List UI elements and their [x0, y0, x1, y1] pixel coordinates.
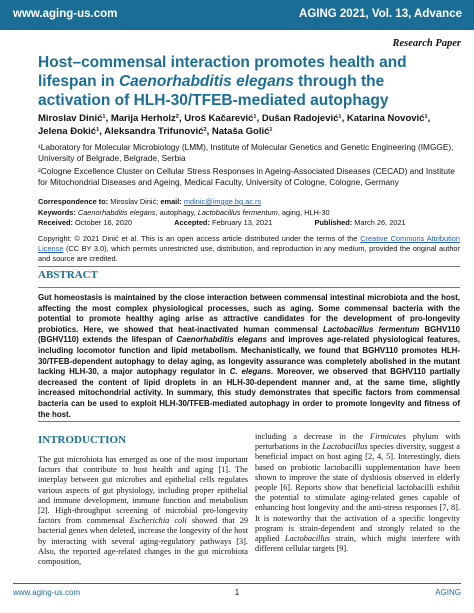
affiliation-2: ²Cologne Excellence Cluster on Cellular Stress Responses in Ageing-Associated Diseases (CECAD) and Institute for Mitochondrial Diseases and Ageing, Medical Faculty, University of Cologne, Cologne, Germany	[38, 166, 455, 187]
footer-journal: AGING	[435, 588, 461, 597]
divider	[38, 266, 460, 267]
divider	[38, 421, 460, 422]
divider	[38, 287, 460, 288]
keywords-line: Keywords: Caenorhabditis elegans, autophagy, Lactobacillus fermentum, aging, HLH-30	[38, 207, 330, 217]
page-number: 1	[234, 588, 240, 597]
email-link[interactable]: mdinic@imgge.bg.ac.rs	[183, 197, 262, 206]
paper-title: Host–commensal interaction promotes health and lifespan in Caenorhabditis elegans through the activation of HLH-30/TFEB-mediated autophagy	[38, 54, 407, 109]
footer-site[interactable]: www.aging-us.com	[13, 588, 81, 597]
copyright-notice: Copyright: © 2021 Dinić et al. This is an open access article distributed under the terms of the Creative Commons Attribution License (CC BY 3.0), which permits unrestricted use, distribution, and reproduction in any medium, provided the original author and source are credited.	[38, 234, 460, 263]
journal-header-bar	[0, 0, 474, 30]
journal-site[interactable]: www.aging-us.com	[13, 8, 118, 20]
article-meta	[38, 197, 458, 229]
paper-type: Research Paper	[392, 38, 461, 49]
intro-column-1: The gut microbiota has emerged as one of the most important factors that contribute to host health and aging [1]. The interplay between gut microbes and epithelial cells regulates various aspects of gut physiology, including proper epithelial and immune development, immune function and metabolism [2]. High-throughput screening of microbial pro-longevity factors from commensal Escherichia coli showed that 29 bacterial genes when deleted, increase the longevity of the host by interacting with several aging-regulatory pathways [3]. Also, the reported age-related changes in the gut microbiota composition,	[38, 455, 248, 567]
dates-line: Received: October 16, 2020 Accepted: February 13, 2021 Published: March 26, 2021	[38, 218, 406, 227]
journal-issue: AGING 2021, Vol. 13, Advance	[299, 8, 462, 20]
abstract-heading: ABSTRACT	[38, 269, 98, 281]
author-list: Miroslav Dinić¹, Marija Herholz², Uroš Kačarević¹, Dušan Radojević¹, Katarina Novović¹, Jelena Đokić¹, Aleksandra Trifunović², Nataša Golić¹	[38, 113, 431, 137]
license-link[interactable]: Creative Commons Attribution License	[38, 234, 460, 253]
abstract-text: Gut homeostasis is maintained by the close interaction between commensal intestinal microbiota and the host, affecting the most complex physiological processes, such as aging. Some commensal bacteria with the potential to promote healthy aging arise as attractive candidates for the development of pro-longevity probiotics. Here, we showed that heat-inactivated human commensal Lactobacillus fermentum BGHV110 (BGHV110) extends the lifespan of Caenorhabditis elegans and improves age-related physiological features, including locomotor function and lipid metabolism. Mechanistically, we found that BGHV110 promotes HLH-30/TFEB-dependent autophagy to delay aging, as longevity assurance was completely abolished in the mutant lacking HLH-30, a major autophagy regulator in C. elegans. Moreover, we observed that BGHV110 partially decreased the content of lipid droplets in an HLH-30-dependent manner and, at the same time, slightly increased mitochondrial activity. In summary, this study demonstrates that specific factors from commensal bacteria can be used to exploit HLH-30/TFEB-mediated autophagy in order to promote longevity and fitness of the host.	[38, 293, 460, 419]
affiliations	[38, 142, 458, 190]
footer-divider	[13, 583, 461, 584]
affiliation-1: ¹Laboratory for Molecular Microbiology (LMM), Institute of Molecular Genetics and Genetic Engineering (IMGGE), University of Belgrade, Belgrade, Serbia	[38, 142, 454, 163]
intro-column-2: including a decrease in the Firmicutes phylum with perturbations in the Lactobacillus species diversity, suggest a beneficial impact on host aging [2, 4, 5]. Interestingly, diets based on probiotic lactobacilli supplementation have been shown to improve the state of dysbiosis observed in elderly people [6]. Reports show that beneficial lactobacilli exhibit the potential to stimulate aging-related genes capable of enhancing host longevity and the anti-stress responses [7, 8]. It is noteworthy that the activation of a specific longevity program is strain-dependent and strongly related to the applied Lactobacillus strain, which might interfere with different cellular targets [9].	[255, 432, 460, 554]
introduction-heading: INTRODUCTION	[38, 434, 127, 446]
correspondence-line: Correspondence to: Miroslav Dinić; email: mdinic@imgge.bg.ac.rs	[38, 197, 262, 206]
